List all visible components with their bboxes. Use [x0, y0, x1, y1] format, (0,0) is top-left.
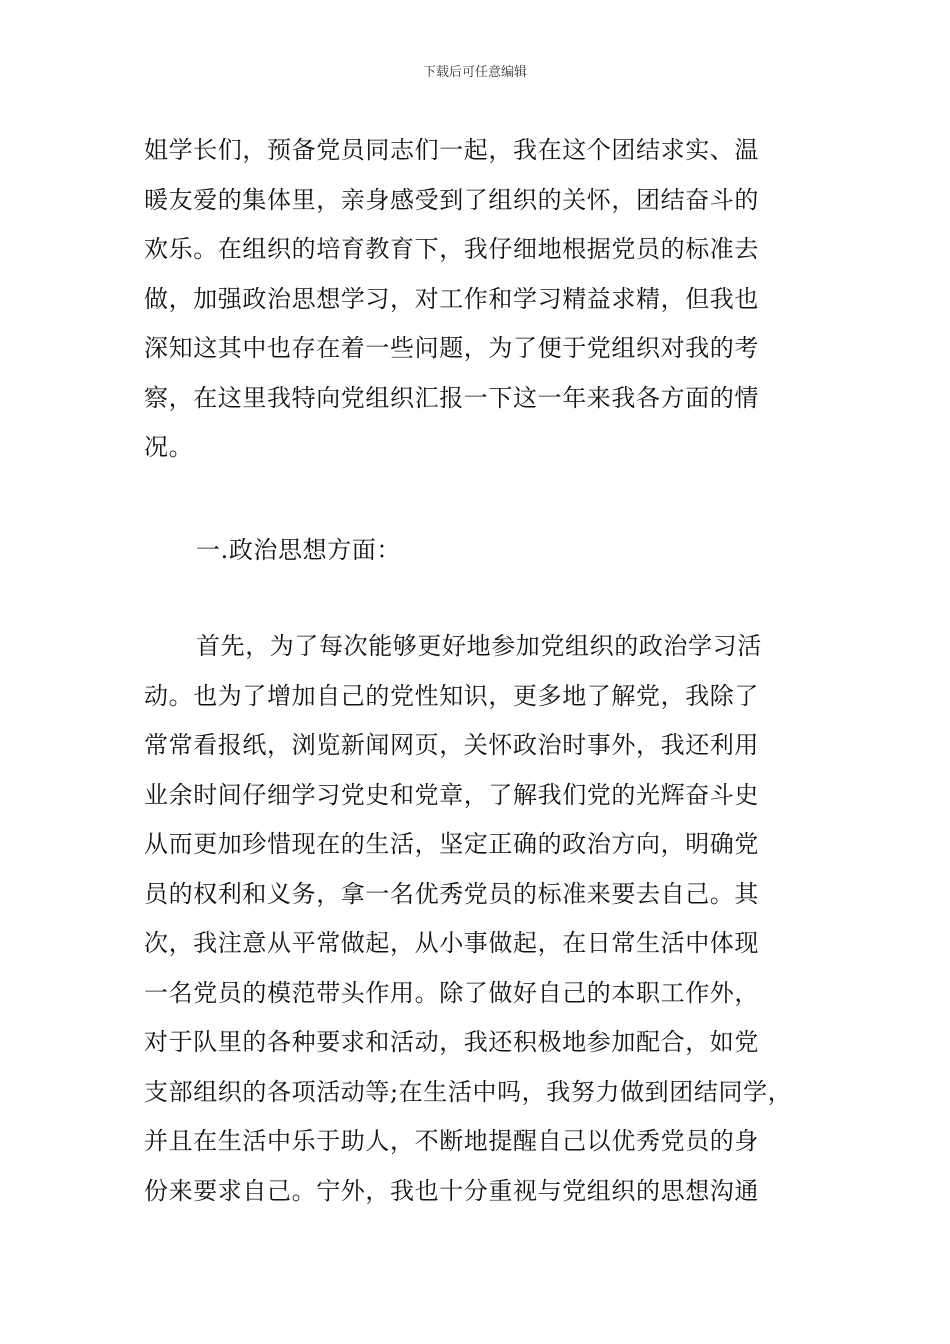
text-line: 一名党员的模范带头作用。除了做好自己的本职工作外，	[144, 978, 759, 1007]
text-line: 况。	[144, 433, 194, 461]
text-line: 欢乐。在组织的培育教育下，我仔细地根据党员的标准去	[144, 235, 759, 263]
text-line: 从而更加珍惜现在的生活，坚定正确的政治方向，明确党	[144, 830, 759, 858]
text-line: 业余时间仔细学习党史和党章，了解我们党的光辉奋斗史	[144, 780, 759, 809]
text-line: 对于队里的各种要求和活动，我还积极地参加配合，如党	[144, 1028, 759, 1056]
page-header: 下载后可任意编辑	[422, 65, 527, 80]
paragraph-continuation	[144, 126, 814, 473]
text-line: 员的权利和义务，拿一名优秀党员的标准来要去自己。其	[144, 879, 759, 908]
text-line: 暖友爱的集体里，亲身感受到了组织的关怀，团结奋斗的	[144, 185, 759, 214]
text-line: 次，我注意从平常做起，从小事做起，在日常生活中体现	[144, 929, 759, 957]
text-line: 动。也为了增加自己的党性知识，更多地了解党，我除了	[144, 681, 759, 710]
section-heading: 一.政治思想方面：	[196, 536, 402, 564]
text-line: 察，在这里我特向党组织汇报一下这一年来我各方面的情	[144, 383, 759, 412]
text-line: 首先，为了每次能够更好地参加党组织的政治学习活	[196, 632, 762, 660]
text-line: 姐学长们，预备党员同志们一起，我在这个团结求实、温	[144, 136, 759, 164]
text-line: 并且在生活中乐于助人，不断地提醒自己以优秀党员的身	[144, 1127, 759, 1155]
text-line: 支部组织的各项活动等;在生活中吗，我努力做到团结同学，	[144, 1077, 793, 1106]
paragraph-political-thought	[144, 622, 814, 1216]
text-line: 深知这其中也存在着一些问题，为了便于党组织对我的考	[144, 334, 759, 362]
text-line: 做，加强政治思想学习，对工作和学习精益求精，但我也	[144, 284, 759, 313]
text-line: 份来要求自己。宁外，我也十分重视与党组织的思想沟通	[144, 1176, 759, 1205]
text-line: 常常看报纸，浏览新闻网页，关怀政治时事外，我还利用	[144, 731, 759, 759]
